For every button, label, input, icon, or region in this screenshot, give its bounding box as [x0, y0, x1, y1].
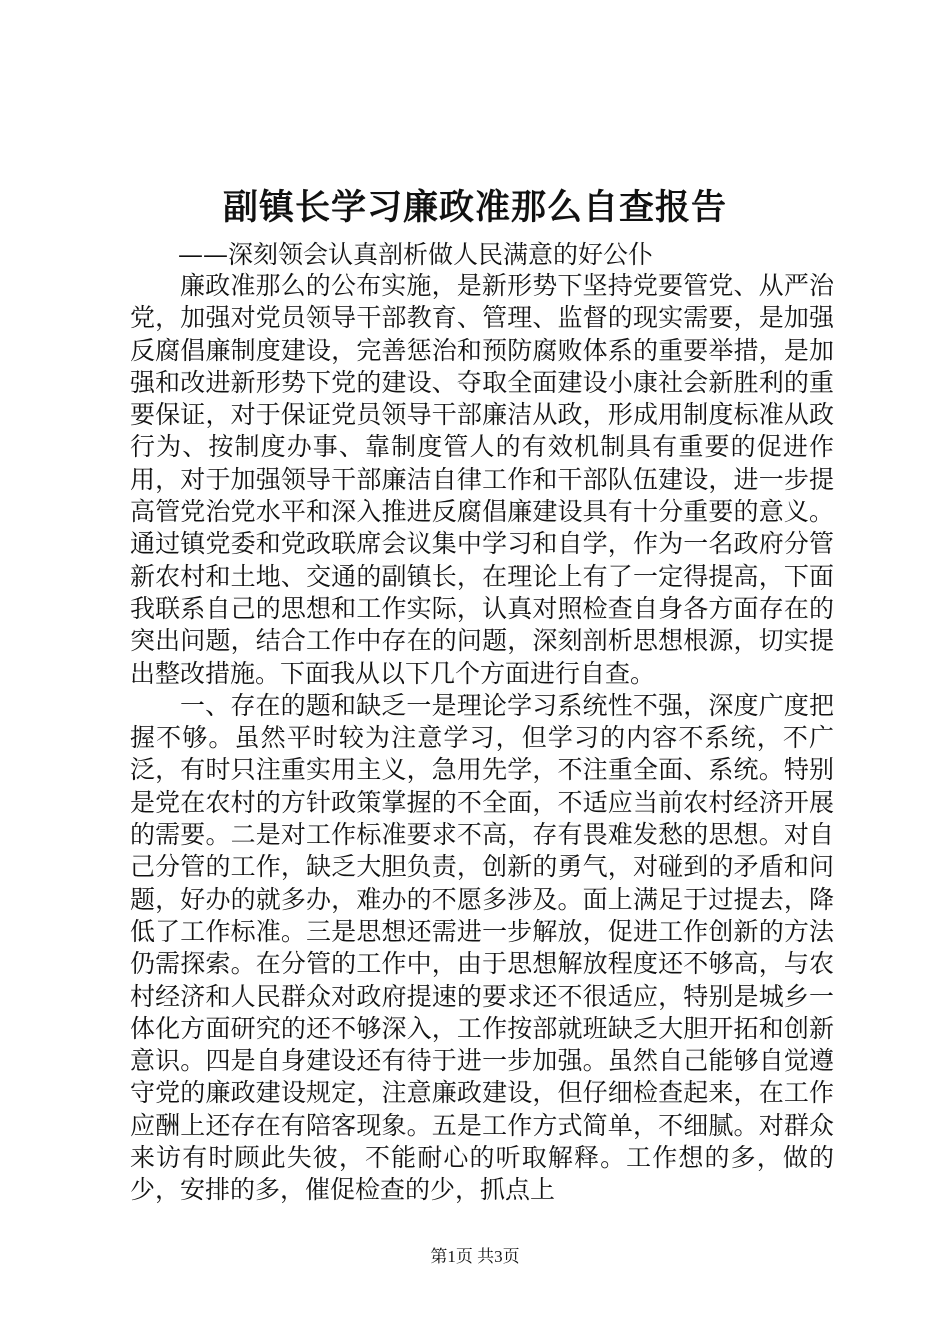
- paragraph-problems: 一、存在的题和缺乏一是理论学习系统性不强，深度广度把握不够。虽然平时较为注意学习，但学习的内容不系统，不广泛，有时只注重实用主义，急用先学，不注重全面、系统。特别是党在农村的方针政策掌握的不全面，不适应当前农村经济开展的需要。二是对工作标准要求不高，存有畏难发愁的思想。对自己分管的工作，缺乏大胆负责，创新的勇气，对碰到的矛盾和问题，好办的就多办，难办的不愿多涉及。面上满足于过提去，降低了工作标准。三是思想还需进一步解放，促进工作创新的方法仍需探索。在分管的工作中，由于思想解放程度还不够高，与农村经济和人民群众对政府提速的要求还不很适应，特别是城乡一体化方面研究的还不够深入，工作按部就班缺乏大胆开拓和创新意识。四是自身建设还有待于进一步加强。虽然自己能够自觉遵守党的廉政建设规定，注意廉政建设，但仔细检查起来，在工作应酬上还存在有陪客现象。五是工作方式简单，不细腻。对群众来访有时顾此失彼，不能耐心的听取解释。工作想的多，做的少，安排的多，催促检查的少，抓点上: [130, 690, 834, 1205]
- document-title: 副镇长学习廉政准那么自查报告: [222, 187, 727, 228]
- page-footer: 第1页 共3页: [430, 1247, 520, 1266]
- document-subtitle: ——深刻领会认真剖析做人民满意的好公仆: [178, 240, 654, 269]
- document-body: [130, 270, 834, 1207]
- paragraph-intro: 廉政准那么的公布实施，是新形势下坚持党要管党、从严治党，加强对党员领导干部教育、管理、监督的现实需要，是加强反腐倡廉制度建设，完善惩治和预防腐败体系的重要举措，是加强和改进新形势下党的建设、夺取全面建设小康社会新胜利的重要保证，对于保证党员领导干部廉洁从政，形成用制度标准从政行为、按制度办事、靠制度管人的有效机制具有重要的促进作用，对于加强领导干部廉洁自律工作和干部队伍建设，进一步提高管党治党水平和深入推进反腐倡廉建设具有十分重要的意义。通过镇党委和党政联席会议集中学习和自学，作为一名政府分管新农村和土地、交通的副镇长，在理论上有了一定得提高，下面我联系自己的思想和工作实际，认真对照检查自身各方面存在的突出问题，结合工作中存在的问题，深刻剖析思想根源，切实提出整改措施。下面我从以下几个方面进行自查。: [130, 271, 834, 688]
